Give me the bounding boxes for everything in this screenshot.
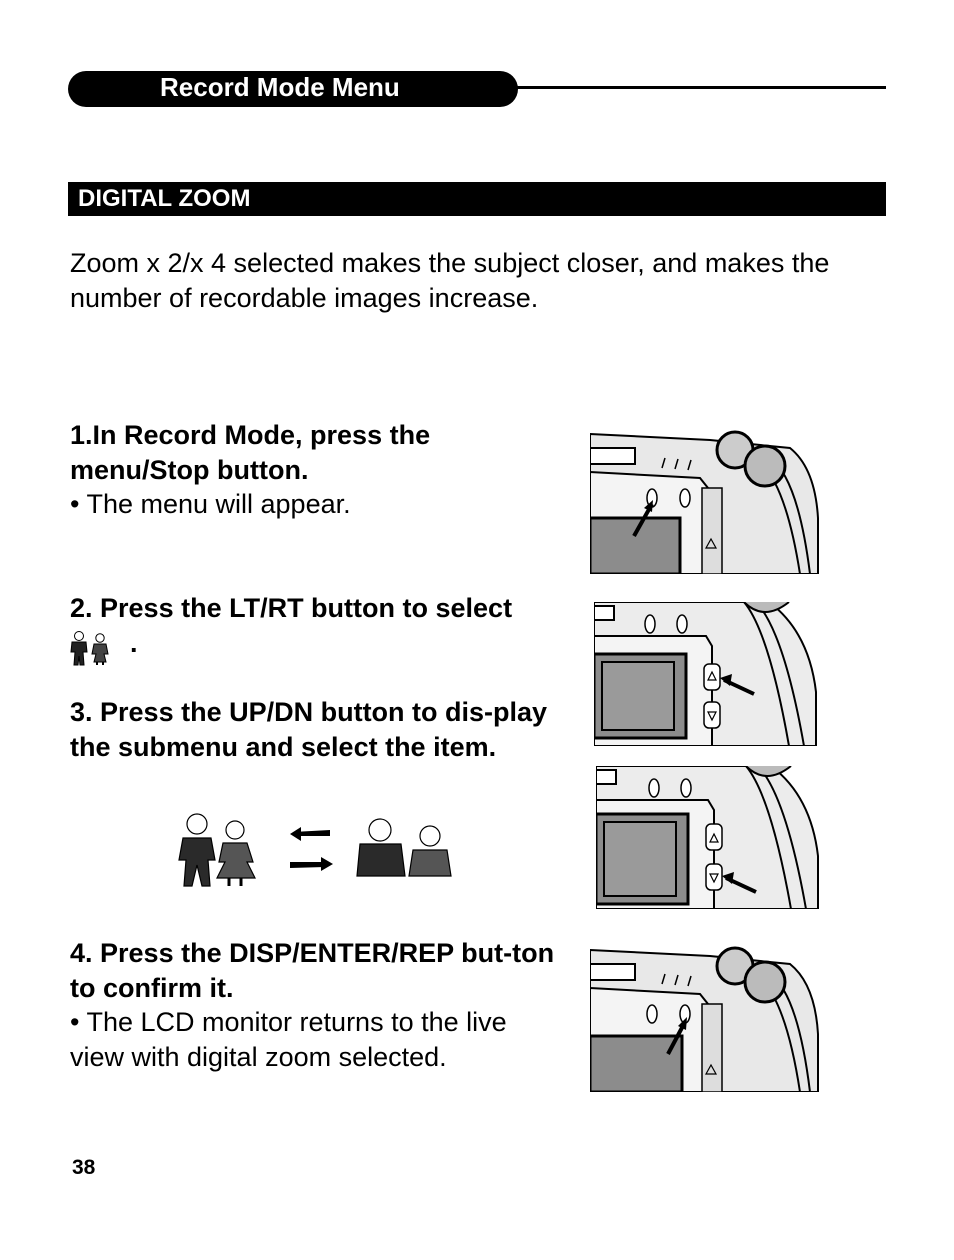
- step-4-title: 4. Press the DISP/ENTER/REP but-ton to confirm it.: [70, 938, 555, 1003]
- step-3-title: 3. Press the UP/DN button to dis-play the submenu and select the item.: [70, 697, 548, 762]
- step-1-title: 1.In Record Mode, press the menu/Stop button.: [70, 420, 431, 485]
- step-4: [70, 936, 560, 1074]
- people-full-figure-icon: [179, 814, 255, 886]
- page-header-title: Record Mode Menu: [160, 72, 400, 102]
- section-title: DIGITAL ZOOM: [78, 185, 251, 212]
- camera-illustration-up-dn-button: [596, 766, 826, 909]
- left-right-arrows-icon: [290, 827, 333, 871]
- step-2-title: 2. Press the LT/RT button to select: [70, 593, 513, 623]
- step-4-note: • The LCD monitor returns to the live view with digital zoom selected.: [70, 1007, 507, 1072]
- step-1-note: • The menu will appear.: [70, 489, 351, 519]
- camera-illustration-lt-rt-button: [594, 602, 824, 746]
- people-zoomed-icon: [357, 819, 451, 876]
- intro-paragraph: Zoom x 2/x 4 selected makes the subject closer, and makes the number of recordable images increase.: [70, 248, 830, 313]
- camera-illustration-enter-button: [590, 944, 825, 1092]
- step-1: [70, 418, 550, 522]
- page-number: 38: [72, 1156, 96, 1179]
- digital-zoom-people-icon: [67, 630, 115, 666]
- camera-illustration-menu-button: [590, 428, 825, 574]
- zoom-selection-figure: [175, 810, 455, 890]
- step-2-suffix: .: [130, 628, 138, 658]
- header-rule: [515, 86, 886, 89]
